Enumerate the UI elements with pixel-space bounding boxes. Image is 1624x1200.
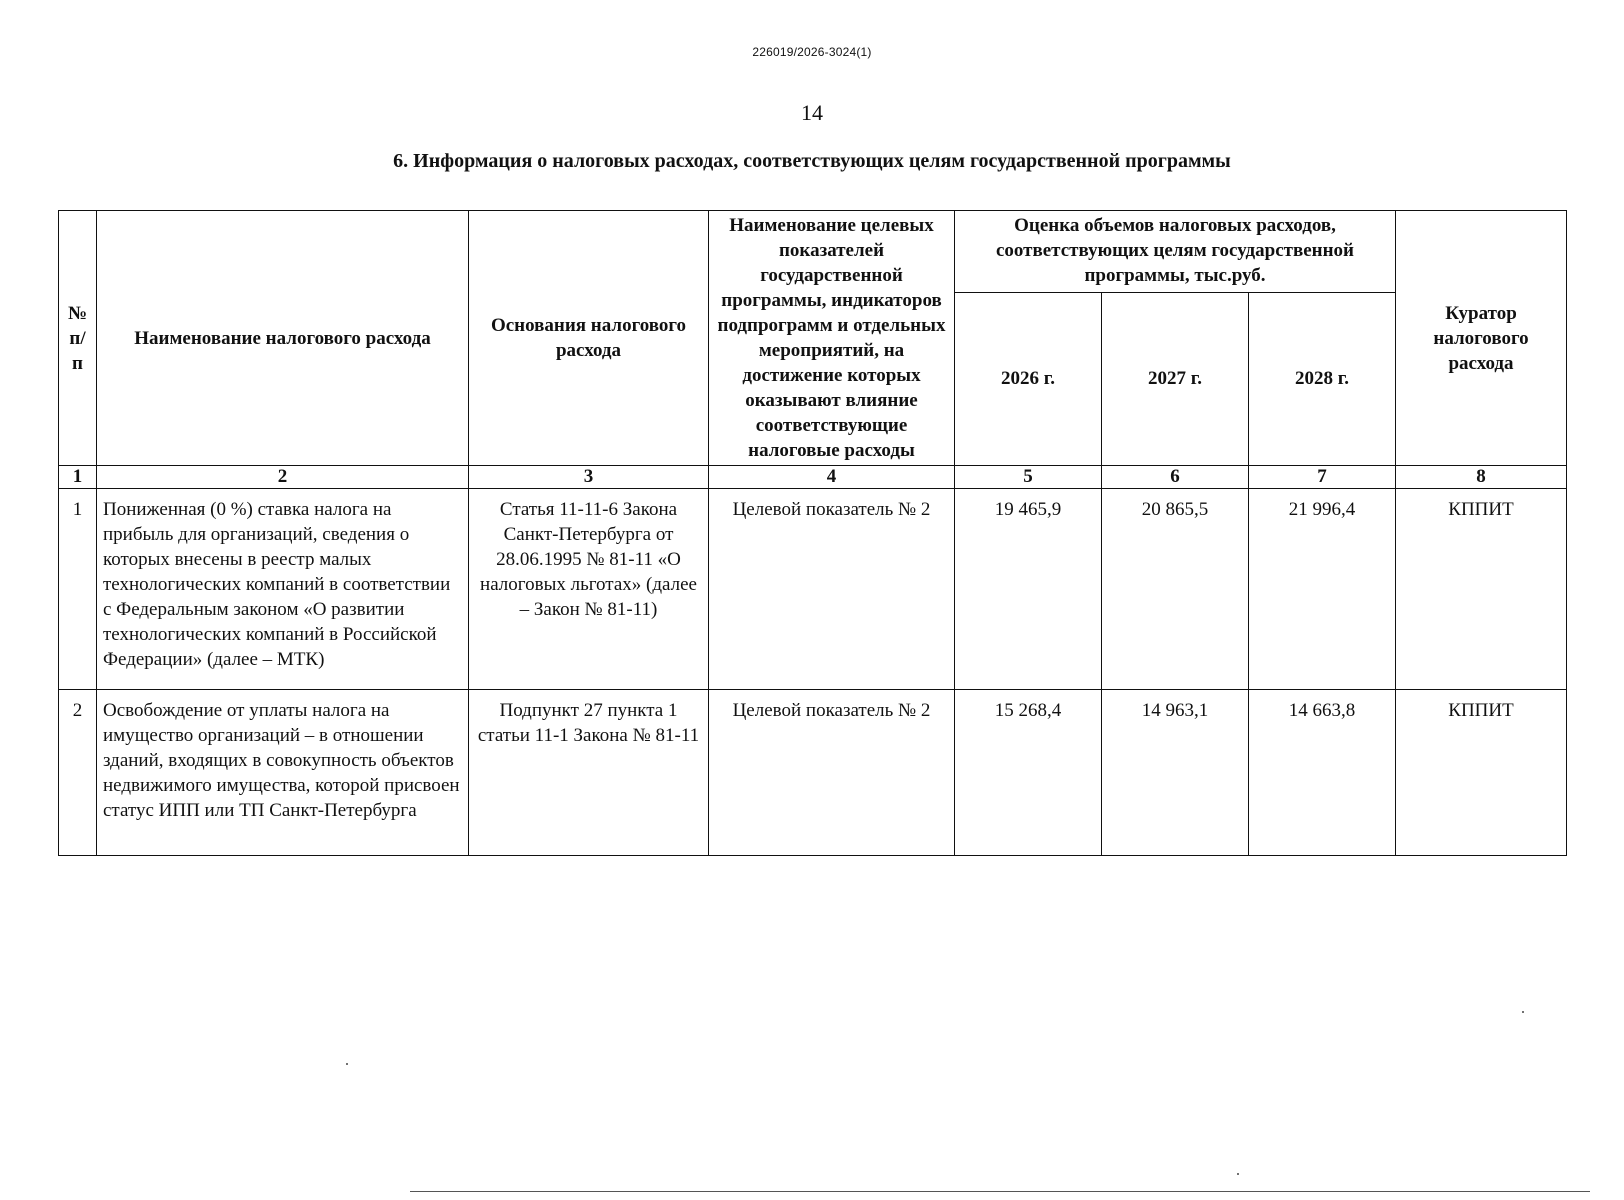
value-2028: 21 996,4 [1249, 489, 1396, 690]
row-number: 2 [59, 690, 97, 856]
section-title: 6. Информация о налоговых расходах, соответствующих целям государственной программы [393, 150, 1231, 172]
scan-speck [1522, 1011, 1524, 1013]
row-number: 1 [59, 489, 97, 690]
page-number: 14 [801, 100, 823, 125]
tax-expenditures-table [58, 210, 1567, 856]
curator: КППИТ [1396, 489, 1567, 690]
col-header-name: Наименование налогового расхода [97, 211, 469, 466]
tax-expenditure-name: Освобождение от уплаты налога на имущество организаций – в отношении зданий, входящих в совокупность объектов недвижимого имущества, которой присвоен статус ИПП или ТП Санкт-Петербурга [97, 690, 469, 856]
column-number: 5 [955, 466, 1102, 489]
column-number: 2 [97, 466, 469, 489]
col-header-2028: 2028 г. [1249, 292, 1396, 465]
scan-speck [346, 1063, 348, 1065]
column-number: 6 [1102, 466, 1249, 489]
document-id: 226019/2026-3024(1) [752, 45, 872, 59]
curator: КППИТ [1396, 690, 1567, 856]
scan-speck [1237, 1173, 1239, 1175]
col-header-estimate-group: Оценка объемов налоговых расходов, соответствующих целям государственной программы, тыс.руб. [955, 211, 1396, 293]
column-number: 4 [709, 466, 955, 489]
target-indicator: Целевой показатель № 2 [709, 489, 955, 690]
value-2026: 15 268,4 [955, 690, 1102, 856]
header-row [59, 211, 1567, 293]
tax-expenditure-basis: Статья 11-11-6 Закона Санкт-Петербурга от 28.06.1995 № 81-11 «О налоговых льготах» (далее – Закон № 81-11) [469, 489, 709, 690]
col-header-num: № п/п [59, 211, 97, 466]
tax-expenditure-basis: Подпункт 27 пункта 1 статьи 11-1 Закона № 81-11 [469, 690, 709, 856]
col-header-2026: 2026 г. [955, 292, 1102, 465]
table-row [59, 690, 1567, 856]
value-2028: 14 663,8 [1249, 690, 1396, 856]
value-2027: 20 865,5 [1102, 489, 1249, 690]
value-2026: 19 465,9 [955, 489, 1102, 690]
table-row [59, 489, 1567, 690]
col-header-2027: 2027 г. [1102, 292, 1249, 465]
value-2027: 14 963,1 [1102, 690, 1249, 856]
scan-edge-line [410, 1191, 1590, 1192]
column-number: 8 [1396, 466, 1567, 489]
column-number: 3 [469, 466, 709, 489]
col-header-targets: Наименование целевых показателей государственной программы, индикаторов подпрограмм и отдельных мероприятий, на достижение которых оказывают влияние соответствующие налоговые расходы [709, 211, 955, 466]
tax-expenditure-name: Пониженная (0 %) ставка налога на прибыль для организаций, сведения о которых внесены в реестр малых технологических компаний в соответствии с Федеральным законом «О развитии технологических компаний в Российской Федерации» (далее – МТК) [97, 489, 469, 690]
col-header-curator: Куратор налогового расхода [1396, 211, 1567, 466]
column-number: 7 [1249, 466, 1396, 489]
column-number-row [59, 466, 1567, 489]
col-header-basis: Основания налогового расхода [469, 211, 709, 466]
target-indicator: Целевой показатель № 2 [709, 690, 955, 856]
column-number: 1 [59, 466, 97, 489]
